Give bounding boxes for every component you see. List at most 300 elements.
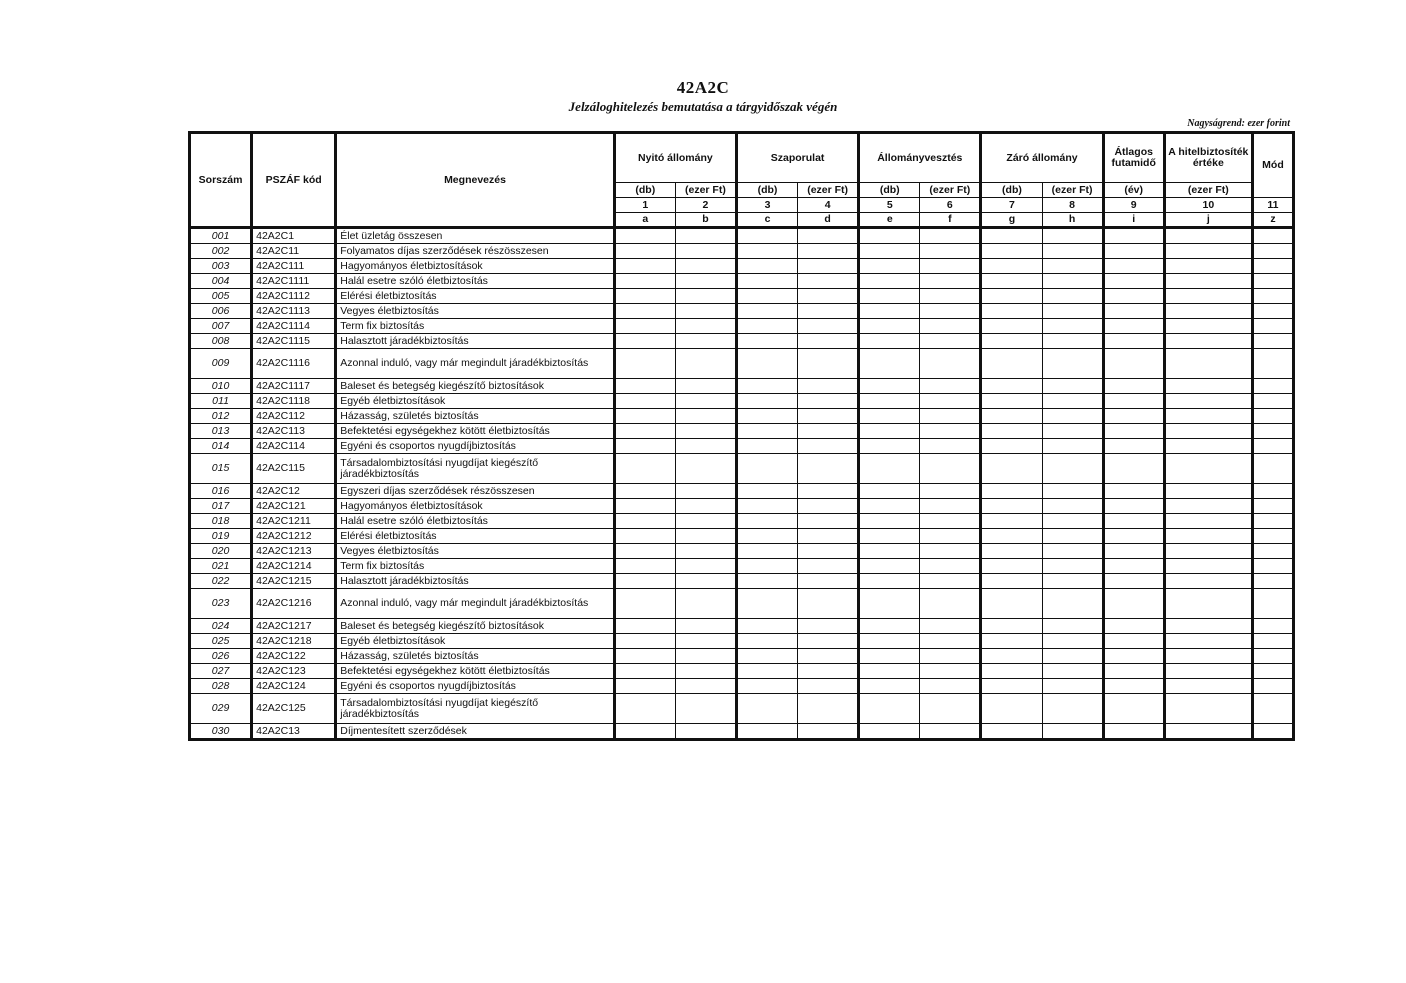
value-cell[interactable]	[736, 484, 797, 499]
value-cell[interactable]	[1042, 454, 1103, 484]
value-cell[interactable]	[1103, 514, 1164, 529]
value-cell[interactable]	[614, 439, 675, 454]
value-cell[interactable]	[1103, 424, 1164, 439]
value-cell[interactable]	[798, 514, 859, 529]
value-cell[interactable]	[1164, 514, 1252, 529]
value-cell[interactable]	[614, 514, 675, 529]
value-cell[interactable]	[675, 589, 736, 619]
value-cell[interactable]	[981, 259, 1042, 274]
value-cell[interactable]	[859, 304, 920, 319]
value-cell[interactable]	[981, 379, 1042, 394]
value-cell[interactable]	[920, 259, 981, 274]
value-cell[interactable]	[736, 499, 797, 514]
value-cell[interactable]	[1042, 559, 1103, 574]
value-cell[interactable]	[1252, 409, 1293, 424]
value-cell[interactable]	[1164, 529, 1252, 544]
value-cell[interactable]	[798, 529, 859, 544]
value-cell[interactable]	[1164, 559, 1252, 574]
value-cell[interactable]	[1042, 394, 1103, 409]
value-cell[interactable]	[1103, 664, 1164, 679]
value-cell[interactable]	[859, 499, 920, 514]
value-cell[interactable]	[614, 259, 675, 274]
value-cell[interactable]	[736, 289, 797, 304]
value-cell[interactable]	[1042, 409, 1103, 424]
value-cell[interactable]	[1103, 439, 1164, 454]
value-cell[interactable]	[1252, 394, 1293, 409]
value-cell[interactable]	[859, 559, 920, 574]
value-cell[interactable]	[920, 394, 981, 409]
value-cell[interactable]	[981, 679, 1042, 694]
value-cell[interactable]	[736, 244, 797, 259]
value-cell[interactable]	[736, 724, 797, 740]
value-cell[interactable]	[920, 499, 981, 514]
value-cell[interactable]	[920, 439, 981, 454]
value-cell[interactable]	[920, 724, 981, 740]
value-cell[interactable]	[920, 334, 981, 349]
value-cell[interactable]	[675, 574, 736, 589]
value-cell[interactable]	[1252, 484, 1293, 499]
value-cell[interactable]	[798, 304, 859, 319]
value-cell[interactable]	[675, 514, 736, 529]
value-cell[interactable]	[675, 424, 736, 439]
value-cell[interactable]	[1164, 244, 1252, 259]
value-cell[interactable]	[675, 724, 736, 740]
value-cell[interactable]	[1252, 574, 1293, 589]
value-cell[interactable]	[859, 454, 920, 484]
value-cell[interactable]	[798, 499, 859, 514]
value-cell[interactable]	[981, 544, 1042, 559]
value-cell[interactable]	[736, 228, 797, 244]
value-cell[interactable]	[981, 244, 1042, 259]
value-cell[interactable]	[798, 664, 859, 679]
value-cell[interactable]	[614, 664, 675, 679]
value-cell[interactable]	[675, 228, 736, 244]
value-cell[interactable]	[1103, 349, 1164, 379]
value-cell[interactable]	[614, 544, 675, 559]
value-cell[interactable]	[1164, 454, 1252, 484]
value-cell[interactable]	[1042, 619, 1103, 634]
value-cell[interactable]	[675, 649, 736, 664]
value-cell[interactable]	[1103, 379, 1164, 394]
value-cell[interactable]	[614, 394, 675, 409]
value-cell[interactable]	[675, 334, 736, 349]
value-cell[interactable]	[1252, 349, 1293, 379]
value-cell[interactable]	[736, 679, 797, 694]
value-cell[interactable]	[859, 439, 920, 454]
value-cell[interactable]	[614, 379, 675, 394]
value-cell[interactable]	[981, 274, 1042, 289]
value-cell[interactable]	[798, 574, 859, 589]
value-cell[interactable]	[920, 634, 981, 649]
value-cell[interactable]	[1103, 544, 1164, 559]
value-cell[interactable]	[920, 574, 981, 589]
value-cell[interactable]	[981, 529, 1042, 544]
value-cell[interactable]	[1252, 514, 1293, 529]
value-cell[interactable]	[736, 574, 797, 589]
value-cell[interactable]	[1103, 409, 1164, 424]
value-cell[interactable]	[1252, 559, 1293, 574]
value-cell[interactable]	[798, 649, 859, 664]
value-cell[interactable]	[614, 559, 675, 574]
value-cell[interactable]	[859, 484, 920, 499]
value-cell[interactable]	[920, 664, 981, 679]
value-cell[interactable]	[798, 484, 859, 499]
value-cell[interactable]	[736, 259, 797, 274]
value-cell[interactable]	[798, 274, 859, 289]
value-cell[interactable]	[1252, 694, 1293, 724]
value-cell[interactable]	[736, 664, 797, 679]
value-cell[interactable]	[1103, 559, 1164, 574]
value-cell[interactable]	[1252, 634, 1293, 649]
value-cell[interactable]	[920, 454, 981, 484]
value-cell[interactable]	[920, 424, 981, 439]
value-cell[interactable]	[798, 634, 859, 649]
value-cell[interactable]	[1164, 499, 1252, 514]
value-cell[interactable]	[1042, 514, 1103, 529]
value-cell[interactable]	[920, 679, 981, 694]
value-cell[interactable]	[1103, 484, 1164, 499]
value-cell[interactable]	[981, 634, 1042, 649]
value-cell[interactable]	[614, 694, 675, 724]
value-cell[interactable]	[859, 319, 920, 334]
value-cell[interactable]	[1103, 679, 1164, 694]
value-cell[interactable]	[1103, 499, 1164, 514]
value-cell[interactable]	[675, 394, 736, 409]
value-cell[interactable]	[798, 379, 859, 394]
value-cell[interactable]	[1164, 679, 1252, 694]
value-cell[interactable]	[675, 634, 736, 649]
value-cell[interactable]	[798, 619, 859, 634]
value-cell[interactable]	[1164, 634, 1252, 649]
value-cell[interactable]	[920, 529, 981, 544]
value-cell[interactable]	[1164, 664, 1252, 679]
value-cell[interactable]	[675, 409, 736, 424]
value-cell[interactable]	[1252, 319, 1293, 334]
value-cell[interactable]	[1164, 694, 1252, 724]
value-cell[interactable]	[981, 289, 1042, 304]
value-cell[interactable]	[981, 304, 1042, 319]
value-cell[interactable]	[1103, 334, 1164, 349]
value-cell[interactable]	[859, 694, 920, 724]
value-cell[interactable]	[1103, 574, 1164, 589]
value-cell[interactable]	[1103, 619, 1164, 634]
value-cell[interactable]	[675, 289, 736, 304]
value-cell[interactable]	[1252, 544, 1293, 559]
value-cell[interactable]	[736, 649, 797, 664]
value-cell[interactable]	[614, 334, 675, 349]
value-cell[interactable]	[736, 439, 797, 454]
value-cell[interactable]	[736, 274, 797, 289]
value-cell[interactable]	[736, 304, 797, 319]
value-cell[interactable]	[1164, 379, 1252, 394]
value-cell[interactable]	[1164, 319, 1252, 334]
value-cell[interactable]	[798, 424, 859, 439]
value-cell[interactable]	[1042, 334, 1103, 349]
value-cell[interactable]	[859, 394, 920, 409]
value-cell[interactable]	[1042, 424, 1103, 439]
value-cell[interactable]	[859, 574, 920, 589]
value-cell[interactable]	[1042, 649, 1103, 664]
value-cell[interactable]	[1103, 244, 1164, 259]
value-cell[interactable]	[675, 244, 736, 259]
value-cell[interactable]	[981, 724, 1042, 740]
value-cell[interactable]	[859, 289, 920, 304]
value-cell[interactable]	[614, 634, 675, 649]
value-cell[interactable]	[981, 424, 1042, 439]
value-cell[interactable]	[798, 439, 859, 454]
value-cell[interactable]	[981, 439, 1042, 454]
value-cell[interactable]	[981, 228, 1042, 244]
value-cell[interactable]	[981, 649, 1042, 664]
value-cell[interactable]	[798, 394, 859, 409]
value-cell[interactable]	[614, 499, 675, 514]
value-cell[interactable]	[736, 529, 797, 544]
value-cell[interactable]	[1042, 724, 1103, 740]
value-cell[interactable]	[736, 334, 797, 349]
value-cell[interactable]	[1042, 439, 1103, 454]
value-cell[interactable]	[1042, 664, 1103, 679]
value-cell[interactable]	[981, 484, 1042, 499]
value-cell[interactable]	[798, 319, 859, 334]
value-cell[interactable]	[1252, 439, 1293, 454]
value-cell[interactable]	[1042, 634, 1103, 649]
value-cell[interactable]	[675, 304, 736, 319]
value-cell[interactable]	[798, 228, 859, 244]
value-cell[interactable]	[1103, 304, 1164, 319]
value-cell[interactable]	[920, 514, 981, 529]
value-cell[interactable]	[798, 694, 859, 724]
value-cell[interactable]	[614, 589, 675, 619]
value-cell[interactable]	[614, 649, 675, 664]
value-cell[interactable]	[798, 259, 859, 274]
value-cell[interactable]	[1164, 394, 1252, 409]
value-cell[interactable]	[798, 349, 859, 379]
value-cell[interactable]	[1103, 228, 1164, 244]
value-cell[interactable]	[675, 499, 736, 514]
value-cell[interactable]	[798, 559, 859, 574]
value-cell[interactable]	[614, 289, 675, 304]
value-cell[interactable]	[859, 664, 920, 679]
value-cell[interactable]	[1164, 649, 1252, 664]
value-cell[interactable]	[736, 619, 797, 634]
value-cell[interactable]	[1252, 529, 1293, 544]
value-cell[interactable]	[1103, 259, 1164, 274]
value-cell[interactable]	[981, 664, 1042, 679]
value-cell[interactable]	[675, 349, 736, 379]
value-cell[interactable]	[1042, 379, 1103, 394]
value-cell[interactable]	[798, 454, 859, 484]
value-cell[interactable]	[981, 499, 1042, 514]
value-cell[interactable]	[920, 304, 981, 319]
value-cell[interactable]	[1164, 228, 1252, 244]
value-cell[interactable]	[675, 259, 736, 274]
value-cell[interactable]	[1042, 259, 1103, 274]
value-cell[interactable]	[614, 274, 675, 289]
value-cell[interactable]	[920, 559, 981, 574]
value-cell[interactable]	[1164, 484, 1252, 499]
value-cell[interactable]	[920, 694, 981, 724]
value-cell[interactable]	[859, 274, 920, 289]
value-cell[interactable]	[675, 439, 736, 454]
value-cell[interactable]	[1042, 319, 1103, 334]
value-cell[interactable]	[981, 349, 1042, 379]
value-cell[interactable]	[920, 319, 981, 334]
value-cell[interactable]	[1252, 649, 1293, 664]
value-cell[interactable]	[1164, 304, 1252, 319]
value-cell[interactable]	[1252, 424, 1293, 439]
value-cell[interactable]	[1164, 259, 1252, 274]
value-cell[interactable]	[1042, 529, 1103, 544]
value-cell[interactable]	[736, 454, 797, 484]
value-cell[interactable]	[614, 529, 675, 544]
value-cell[interactable]	[1042, 304, 1103, 319]
value-cell[interactable]	[1042, 349, 1103, 379]
value-cell[interactable]	[1103, 724, 1164, 740]
value-cell[interactable]	[1252, 589, 1293, 619]
value-cell[interactable]	[798, 244, 859, 259]
value-cell[interactable]	[920, 274, 981, 289]
value-cell[interactable]	[614, 724, 675, 740]
value-cell[interactable]	[736, 394, 797, 409]
value-cell[interactable]	[981, 589, 1042, 619]
value-cell[interactable]	[736, 544, 797, 559]
value-cell[interactable]	[920, 544, 981, 559]
value-cell[interactable]	[1252, 289, 1293, 304]
value-cell[interactable]	[981, 559, 1042, 574]
value-cell[interactable]	[1164, 619, 1252, 634]
value-cell[interactable]	[798, 724, 859, 740]
value-cell[interactable]	[1042, 244, 1103, 259]
value-cell[interactable]	[736, 409, 797, 424]
value-cell[interactable]	[1042, 499, 1103, 514]
value-cell[interactable]	[859, 514, 920, 529]
value-cell[interactable]	[1103, 454, 1164, 484]
value-cell[interactable]	[981, 394, 1042, 409]
value-cell[interactable]	[736, 319, 797, 334]
value-cell[interactable]	[1252, 228, 1293, 244]
value-cell[interactable]	[1103, 589, 1164, 619]
value-cell[interactable]	[1164, 544, 1252, 559]
value-cell[interactable]	[920, 228, 981, 244]
value-cell[interactable]	[614, 228, 675, 244]
value-cell[interactable]	[1103, 634, 1164, 649]
value-cell[interactable]	[1042, 574, 1103, 589]
value-cell[interactable]	[859, 228, 920, 244]
value-cell[interactable]	[920, 349, 981, 379]
value-cell[interactable]	[1042, 289, 1103, 304]
value-cell[interactable]	[1164, 424, 1252, 439]
value-cell[interactable]	[736, 589, 797, 619]
value-cell[interactable]	[798, 409, 859, 424]
value-cell[interactable]	[1103, 394, 1164, 409]
value-cell[interactable]	[614, 679, 675, 694]
value-cell[interactable]	[1252, 274, 1293, 289]
value-cell[interactable]	[1103, 274, 1164, 289]
value-cell[interactable]	[1164, 574, 1252, 589]
value-cell[interactable]	[736, 694, 797, 724]
value-cell[interactable]	[859, 244, 920, 259]
value-cell[interactable]	[1042, 544, 1103, 559]
value-cell[interactable]	[1103, 649, 1164, 664]
value-cell[interactable]	[920, 589, 981, 619]
value-cell[interactable]	[736, 379, 797, 394]
value-cell[interactable]	[675, 664, 736, 679]
value-cell[interactable]	[859, 259, 920, 274]
value-cell[interactable]	[1042, 228, 1103, 244]
value-cell[interactable]	[675, 619, 736, 634]
value-cell[interactable]	[614, 304, 675, 319]
value-cell[interactable]	[920, 484, 981, 499]
value-cell[interactable]	[798, 589, 859, 619]
value-cell[interactable]	[798, 289, 859, 304]
value-cell[interactable]	[614, 574, 675, 589]
value-cell[interactable]	[798, 334, 859, 349]
value-cell[interactable]	[981, 319, 1042, 334]
value-cell[interactable]	[736, 424, 797, 439]
value-cell[interactable]	[859, 349, 920, 379]
value-cell[interactable]	[614, 424, 675, 439]
value-cell[interactable]	[920, 409, 981, 424]
value-cell[interactable]	[859, 679, 920, 694]
value-cell[interactable]	[614, 319, 675, 334]
value-cell[interactable]	[1252, 619, 1293, 634]
value-cell[interactable]	[1252, 244, 1293, 259]
value-cell[interactable]	[1164, 589, 1252, 619]
value-cell[interactable]	[981, 574, 1042, 589]
value-cell[interactable]	[675, 559, 736, 574]
value-cell[interactable]	[859, 649, 920, 664]
value-cell[interactable]	[1042, 679, 1103, 694]
value-cell[interactable]	[1252, 499, 1293, 514]
value-cell[interactable]	[859, 589, 920, 619]
value-cell[interactable]	[981, 409, 1042, 424]
value-cell[interactable]	[1164, 439, 1252, 454]
value-cell[interactable]	[920, 244, 981, 259]
value-cell[interactable]	[675, 484, 736, 499]
value-cell[interactable]	[675, 274, 736, 289]
value-cell[interactable]	[614, 484, 675, 499]
value-cell[interactable]	[1252, 679, 1293, 694]
value-cell[interactable]	[1164, 289, 1252, 304]
value-cell[interactable]	[859, 409, 920, 424]
value-cell[interactable]	[675, 454, 736, 484]
value-cell[interactable]	[798, 544, 859, 559]
value-cell[interactable]	[614, 244, 675, 259]
value-cell[interactable]	[1042, 589, 1103, 619]
value-cell[interactable]	[920, 619, 981, 634]
value-cell[interactable]	[614, 454, 675, 484]
value-cell[interactable]	[1103, 319, 1164, 334]
value-cell[interactable]	[1252, 334, 1293, 349]
value-cell[interactable]	[1042, 274, 1103, 289]
value-cell[interactable]	[736, 349, 797, 379]
value-cell[interactable]	[675, 319, 736, 334]
value-cell[interactable]	[1252, 304, 1293, 319]
value-cell[interactable]	[920, 649, 981, 664]
value-cell[interactable]	[1164, 274, 1252, 289]
value-cell[interactable]	[736, 559, 797, 574]
value-cell[interactable]	[736, 514, 797, 529]
value-cell[interactable]	[675, 379, 736, 394]
value-cell[interactable]	[798, 679, 859, 694]
value-cell[interactable]	[675, 694, 736, 724]
value-cell[interactable]	[859, 634, 920, 649]
value-cell[interactable]	[920, 379, 981, 394]
value-cell[interactable]	[1164, 724, 1252, 740]
value-cell[interactable]	[859, 424, 920, 439]
value-cell[interactable]	[614, 349, 675, 379]
value-cell[interactable]	[1042, 484, 1103, 499]
